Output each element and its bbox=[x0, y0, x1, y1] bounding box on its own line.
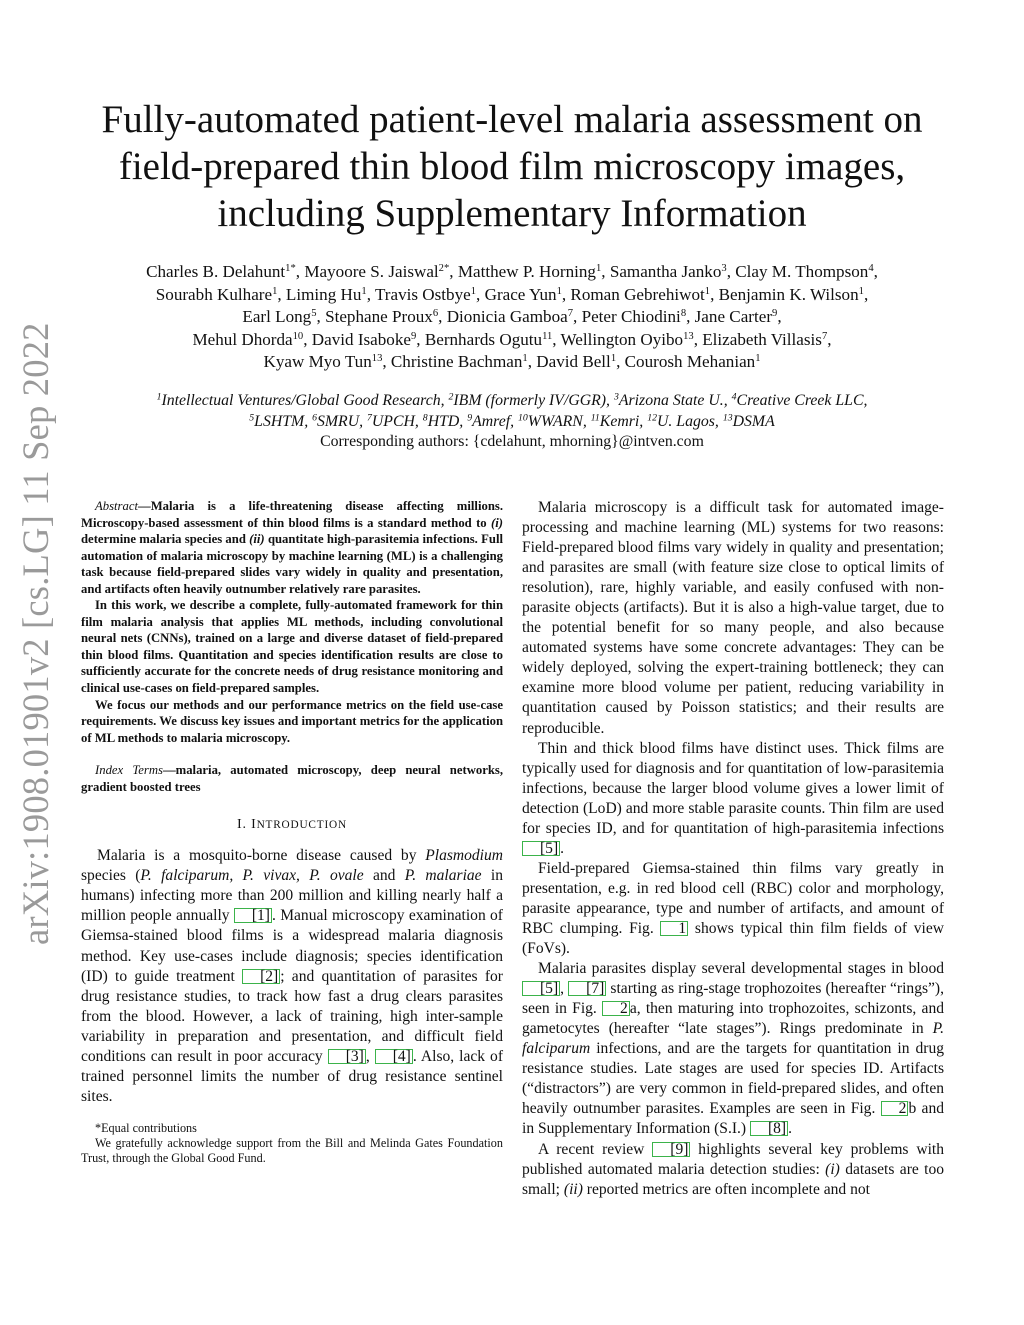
author-affiliation-mark: 1 bbox=[556, 285, 562, 297]
figure-link[interactable]: 2 bbox=[881, 1101, 909, 1116]
author-affiliation-mark: 10 bbox=[292, 330, 304, 342]
author-affiliation-mark: 1 bbox=[272, 285, 278, 297]
citation-link[interactable]: [7] bbox=[568, 981, 606, 996]
author-affiliation-mark: 1* bbox=[285, 263, 296, 275]
author-affiliation-mark: 7 bbox=[567, 308, 574, 320]
affiliation: $^{13}$DSMA bbox=[722, 412, 775, 430]
citation-link[interactable]: [2] bbox=[242, 969, 280, 984]
author-name: Matthew P. Horning$^1$, bbox=[457, 262, 610, 281]
right-paragraph-2: Thin and thick blood films have distinct uses. Thick films are typically used for diagnosis and for quantitation of low-parasitemia infections, because the larger blood volume gives a lower limit of detection (LoD) and more stable parasite counts. Thin film are used for species ID, and for quantitation of high-parasitemia infections [5] . bbox=[522, 739, 944, 857]
author-name: Grace Yun$^1$, bbox=[484, 284, 571, 304]
affiliation: $^9$Amref, bbox=[467, 412, 518, 430]
author-affiliation-mark: 1 bbox=[361, 285, 367, 297]
affiliation: $^2$IBM (formerly IV/GGR), bbox=[448, 391, 614, 409]
author-name: Liming Hu$^1$, bbox=[285, 284, 375, 304]
affiliation: $^{11}$Kemri, bbox=[590, 412, 648, 430]
author-name: Benjamin K. Wilson$^1$, bbox=[718, 284, 869, 304]
author-name: Christine Bachman$^1$, bbox=[390, 352, 537, 372]
author-affiliation-mark: 7 bbox=[821, 330, 828, 342]
citation-link[interactable]: [4] bbox=[375, 1049, 413, 1064]
author-name: Samantha Janko$^3$, bbox=[609, 262, 736, 281]
author-affiliation-mark: 13 bbox=[371, 353, 383, 365]
author-affiliation-mark: 3 bbox=[721, 263, 727, 275]
author-list bbox=[80, 261, 944, 374]
author-name: Charles B. Delahunt$^{1*}$, bbox=[146, 262, 305, 281]
citation-link[interactable]: [8] bbox=[750, 1121, 788, 1136]
author-affiliation-mark: 1 bbox=[858, 285, 864, 297]
author-name: Travis Ostbye$^1$, bbox=[374, 284, 485, 304]
author-affiliation-mark: 11 bbox=[542, 330, 553, 342]
right-column bbox=[522, 498, 944, 1200]
author-name: Elizabeth Villasis$^7$, bbox=[702, 329, 832, 349]
author-affiliation-mark: 1 bbox=[610, 353, 617, 365]
section-heading-introduction: I. INTRODUCTION bbox=[237, 817, 347, 833]
citation-link[interactable]: [5] bbox=[522, 841, 560, 856]
author-affiliation-mark: 13 bbox=[683, 330, 694, 342]
author-name: Bernhards Ogutu$^{11}$, bbox=[424, 329, 561, 349]
index-terms-label: Index Terms bbox=[95, 763, 163, 778]
affiliation: $^4$Creative Creek LLC, bbox=[731, 391, 868, 409]
author-name: Jane Carter$^9$, bbox=[694, 307, 782, 327]
arxiv-identifier: arXiv:1908.01901v2 [cs.LG] 11 Sep 2022 bbox=[15, 322, 56, 945]
author-name: Mehul Dhorda$^{10}$, bbox=[192, 329, 312, 349]
author-affiliation-mark: 1 bbox=[522, 353, 528, 365]
author-name: Wellington Oyibo$^{13}$, bbox=[560, 329, 703, 349]
index-terms: Index Terms—malaria, automated microscopy, deep neural networks, gradient boosted trees bbox=[81, 763, 504, 794]
citation-link[interactable]: [9] bbox=[652, 1142, 690, 1157]
right-paragraph-5: A recent review [9] highlights several key problems with published automated malaria detection studies: (i) datasets are too small; (ii) reported metrics are often incomplete and not bbox=[522, 1140, 945, 1198]
author-affiliation-mark: 1 bbox=[704, 285, 711, 297]
author-name: Kyaw Myo Tun$^{13}$, bbox=[263, 352, 391, 372]
right-paragraph-1: Malaria microscopy is a difficult task for automated image-processing and machine learning (ML) systems for two reasons: Field-prepared blood films vary widely in quality and presentation; and parasites are small (with feature size close to optical limits of resolution), rare, highly variable, and easily confused with non-parasite objects (artifacts). But it is also a high-value target, due to the potential benefit for so many people, and also because automated systems have some concrete advantages: They can be widely deployed, solving the expert-training bottleneck; they can examine more blood volume per patient, reducing variability in quantitation caused by Poisson statistics; and their results are reproducible. bbox=[522, 499, 944, 737]
affiliation: $^{12}$U. Lagos, bbox=[647, 412, 723, 430]
author-affiliation-mark: 2* bbox=[438, 263, 450, 275]
left-column bbox=[81, 498, 503, 1166]
author-affiliation-mark: 8 bbox=[680, 308, 687, 320]
author-name: Clay M. Thompson$^4$, bbox=[735, 262, 878, 281]
author-name: Sourabh Kulhare$^1$, bbox=[155, 284, 286, 304]
affiliation: $^6$SMRU, bbox=[312, 412, 367, 430]
author-name: David Isaboke$^9$, bbox=[311, 329, 425, 349]
author-name: David Bell$^1$, bbox=[536, 352, 625, 372]
affiliation: $^5$LSHTM, bbox=[249, 412, 313, 430]
author-name: Mayoore S. Jaiswal$^{2*}$, bbox=[304, 262, 458, 281]
right-paragraph-3: Field-prepared Giemsa-stained thin films vary greatly in presentation, e.g. in red blood cell (RBC) color and morphology, parasite appearance, type and number of artifacts, and amount of RBC clumping. Fig. 1 shows typical thin film fields of view (FoVs). bbox=[522, 859, 944, 958]
abstract-paragraph-2: In this work, we describe a complete, fully-automated framework for thin film malaria analysis that applies ML methods, including convolutional neural nets (CNNs), trained on a large and diverse dataset of field-prepared thin blood films. Quantitation and species identification results are close to sufficiently accurate for the concrete needs of drug resistance monitoring and clinical use-cases on field-prepared samples. bbox=[81, 598, 503, 696]
affiliation: $^7$UPCH, bbox=[367, 412, 423, 430]
affiliation: $^3$Arizona State U., bbox=[613, 391, 732, 409]
author-affiliation-mark: 4 bbox=[868, 263, 874, 275]
author-affiliation-mark: 9 bbox=[772, 308, 778, 320]
corresponding-authors: Corresponding authors: {cdelahunt, mhorning}@intven.com bbox=[320, 433, 704, 451]
right-paragraph-4: Malaria parasites display several developmental stages in blood [5] , [7] starting as ring-stage trophozoites (hereafter “rings”), seen in Fig. 2 a, then maturing into trophozoites, schizonts, and gametocytes (hereafter “late stages”). Rings predominate in P. falciparum infections, and are the targets for quantitation in drug resistance studies. Late stages are used for species ID. Artifacts (“distractors”) are very common in field-prepared slides, and often heavily outnumber parasites. Examples are seen in Fig. 2 b and in Supplementary Information (S.I.) [8] . bbox=[522, 960, 945, 1138]
affiliation: $^1$Intellectual Ventures/Global Good Research, bbox=[156, 391, 449, 409]
affiliation: $^{10}$WWARN, bbox=[518, 412, 591, 430]
citation-link[interactable]: [1] bbox=[234, 908, 272, 923]
author-affiliation-mark: 1 bbox=[755, 353, 761, 365]
abstract-paragraph-1: Abstract—Malaria is a life-threatening disease affecting millions. Microscopy-based assessment of thin blood films is a standard method to (i) determine malaria species and (ii) quantitate high-parasitemia infections. Full automation of malaria microscopy by machine learning (ML) is a challenging task because field-prepared slides vary widely in quality and presentation, and artifacts often heavily outnumber relatively rare parasites. bbox=[81, 499, 503, 596]
intro-paragraph-1: Malaria is a mosquito-borne disease caused by Plasmodium species (P. falciparum, P. vivax, P. ovale and P. malariae in humans) infecting more than 200 million and killing nearly half a million people annually [1] . Manual microscopy examination of Giemsa-stained blood films is a widespread malaria diagnosis method. Key use-cases include diagnosis; species identification (ID) to guide treatment [2] ; and quantitation of parasites for drug resistance studies, to track how fast a drug clears parasites from the blood. However, a lack of training, high inter-sample variability in preparation and presentation, and difficult field conditions can result in poor accuracy [3] , [4] . Also, lack of trained personnel limits the number of drug resistance sentinel sites. bbox=[81, 847, 503, 1105]
figure-link[interactable]: 1 bbox=[660, 921, 688, 936]
abstract-paragraph-3: We focus our methods and our performance metrics on the field use-case requirements. We discuss key issues and important metrics for the application of ML methods to malaria microscopy. bbox=[81, 697, 503, 745]
footnote-equal-contributions: *Equal contributions bbox=[95, 1120, 197, 1135]
abstract-label: Abstract bbox=[95, 499, 138, 513]
author-name: Peter Chiodini$^8$, bbox=[581, 307, 695, 327]
author-affiliation-mark: 1 bbox=[595, 263, 602, 275]
footnote-acknowledgement: We gratefully acknowledge support from the Bill and Melinda Gates Foundation Trust, through the Global Good Fund. bbox=[81, 1135, 503, 1165]
footnote-area bbox=[81, 1121, 503, 1166]
author-name: Courosh Mehanian$^1$ bbox=[624, 352, 761, 372]
affiliation: $^8$HTD, bbox=[422, 412, 468, 430]
figure-link[interactable]: 2 bbox=[602, 1001, 630, 1016]
affiliations bbox=[80, 391, 944, 453]
paper-title: Fully-automated patient-level malaria assessment on field-prepared thin blood film microscopy images, including Supplementary Information bbox=[101, 98, 923, 235]
author-name: Earl Long$^5$, bbox=[242, 307, 326, 327]
author-name: Stephane Proux$^6$, bbox=[325, 307, 447, 327]
author-affiliation-mark: 5 bbox=[311, 308, 317, 320]
affiliation-list bbox=[80, 391, 944, 432]
author-name: Dionicia Gamboa$^7$, bbox=[446, 307, 582, 327]
author-affiliation-mark: 9 bbox=[410, 330, 417, 342]
author-affiliation-mark: 1 bbox=[470, 285, 477, 297]
author-affiliation-mark: 6 bbox=[432, 308, 439, 320]
citation-link[interactable]: [3] bbox=[328, 1049, 366, 1064]
citation-link[interactable]: [5] bbox=[522, 981, 560, 996]
author-name: Roman Gebrehiwot$^1$, bbox=[570, 284, 719, 304]
